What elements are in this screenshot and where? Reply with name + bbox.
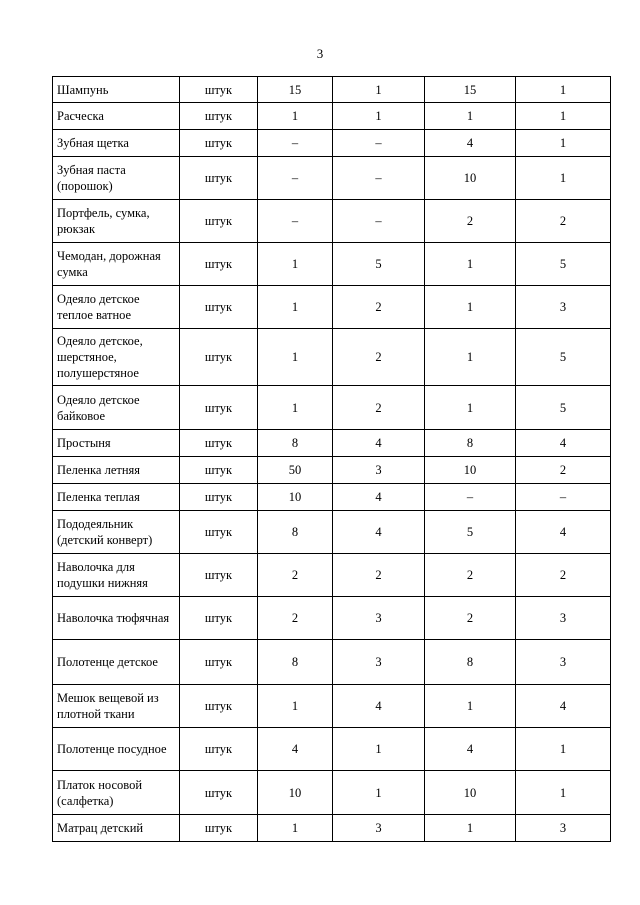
value-cell: 8: [425, 640, 516, 685]
value-cell: –: [333, 157, 425, 200]
table-row: [53, 77, 611, 103]
item-name: Наволочка тюфячная: [53, 597, 180, 640]
value-cell: –: [516, 484, 611, 511]
value-cell: –: [333, 130, 425, 157]
table-row: [53, 511, 611, 554]
value-cell: 4: [516, 685, 611, 728]
value-cell: 4: [425, 728, 516, 771]
value-cell: 4: [333, 430, 425, 457]
item-unit: штук: [180, 511, 258, 554]
item-unit: штук: [180, 386, 258, 430]
item-unit: штук: [180, 157, 258, 200]
item-unit: штук: [180, 685, 258, 728]
item-unit: штук: [180, 286, 258, 329]
item-name: Одеяло детское теплое ватное: [53, 286, 180, 329]
item-unit: штук: [180, 597, 258, 640]
value-cell: 3: [333, 640, 425, 685]
value-cell: 5: [333, 243, 425, 286]
value-cell: 3: [516, 597, 611, 640]
value-cell: 1: [258, 815, 333, 842]
value-cell: 1: [258, 243, 333, 286]
value-cell: 2: [333, 286, 425, 329]
value-cell: 15: [425, 77, 516, 103]
value-cell: 2: [425, 554, 516, 597]
value-cell: 1: [425, 103, 516, 130]
value-cell: –: [425, 484, 516, 511]
item-name: Портфель, сумка, рюкзак: [53, 200, 180, 243]
value-cell: 2: [258, 597, 333, 640]
table-row: [53, 243, 611, 286]
item-unit: штук: [180, 243, 258, 286]
item-name: Матрац детский: [53, 815, 180, 842]
page-number: 3: [316, 46, 324, 61]
item-unit: штук: [180, 728, 258, 771]
table-row: [53, 130, 611, 157]
value-cell: 1: [425, 685, 516, 728]
table-row: [53, 771, 611, 815]
table-row: [53, 728, 611, 771]
item-unit: штук: [180, 430, 258, 457]
item-unit: штук: [180, 103, 258, 130]
item-name: Мешок вещевой из плотной ткани: [53, 685, 180, 728]
table-row: [53, 457, 611, 484]
value-cell: 1: [425, 815, 516, 842]
value-cell: 4: [333, 484, 425, 511]
item-unit: штук: [180, 771, 258, 815]
value-cell: 10: [258, 484, 333, 511]
value-cell: 4: [258, 728, 333, 771]
item-name: Полотенце посудное: [53, 728, 180, 771]
item-unit: штук: [180, 484, 258, 511]
value-cell: 2: [333, 554, 425, 597]
item-name: Одеяло детское байковое: [53, 386, 180, 430]
item-unit: штук: [180, 815, 258, 842]
table-row: [53, 430, 611, 457]
value-cell: 10: [425, 157, 516, 200]
value-cell: 15: [258, 77, 333, 103]
norms-table: [52, 76, 611, 842]
value-cell: 2: [258, 554, 333, 597]
value-cell: 3: [516, 815, 611, 842]
table-row: [53, 597, 611, 640]
value-cell: 2: [333, 329, 425, 386]
value-cell: 1: [516, 130, 611, 157]
value-cell: 5: [425, 511, 516, 554]
value-cell: 50: [258, 457, 333, 484]
value-cell: 1: [258, 286, 333, 329]
item-name: Платок носовой (салфетка): [53, 771, 180, 815]
table-row: [53, 484, 611, 511]
item-name: Зубная паста (порошок): [53, 157, 180, 200]
table-row: [53, 640, 611, 685]
value-cell: 5: [516, 386, 611, 430]
value-cell: 1: [425, 243, 516, 286]
value-cell: 2: [333, 386, 425, 430]
item-unit: штук: [180, 640, 258, 685]
value-cell: 4: [333, 685, 425, 728]
value-cell: 8: [258, 511, 333, 554]
value-cell: 2: [516, 457, 611, 484]
item-unit: штук: [180, 200, 258, 243]
value-cell: 3: [516, 640, 611, 685]
value-cell: 8: [425, 430, 516, 457]
item-name: Пеленка летняя: [53, 457, 180, 484]
table-row: [53, 157, 611, 200]
value-cell: 2: [516, 200, 611, 243]
item-name: Полотенце детское: [53, 640, 180, 685]
value-cell: 1: [516, 103, 611, 130]
value-cell: 5: [516, 243, 611, 286]
value-cell: 4: [516, 430, 611, 457]
value-cell: 10: [425, 771, 516, 815]
item-name: Простыня: [53, 430, 180, 457]
value-cell: 3: [516, 286, 611, 329]
value-cell: 1: [516, 157, 611, 200]
value-cell: 2: [425, 597, 516, 640]
value-cell: 1: [258, 386, 333, 430]
item-name: Пеленка теплая: [53, 484, 180, 511]
item-unit: штук: [180, 329, 258, 386]
value-cell: 1: [516, 771, 611, 815]
value-cell: 1: [258, 103, 333, 130]
table-row: [53, 286, 611, 329]
value-cell: 4: [425, 130, 516, 157]
item-unit: штук: [180, 554, 258, 597]
value-cell: 1: [333, 77, 425, 103]
item-name: Чемодан, дорожная сумка: [53, 243, 180, 286]
value-cell: –: [333, 200, 425, 243]
table-row: [53, 103, 611, 130]
table-row: [53, 554, 611, 597]
value-cell: 8: [258, 430, 333, 457]
value-cell: 10: [258, 771, 333, 815]
item-name: Шампунь: [53, 77, 180, 103]
value-cell: 1: [425, 329, 516, 386]
value-cell: –: [258, 130, 333, 157]
value-cell: 4: [516, 511, 611, 554]
value-cell: 1: [333, 728, 425, 771]
value-cell: 8: [258, 640, 333, 685]
table-row: [53, 386, 611, 430]
value-cell: 1: [516, 728, 611, 771]
item-name: Расческа: [53, 103, 180, 130]
value-cell: 1: [258, 685, 333, 728]
table-row: [53, 815, 611, 842]
value-cell: 1: [258, 329, 333, 386]
table-row: [53, 329, 611, 386]
value-cell: 3: [333, 457, 425, 484]
value-cell: 3: [333, 597, 425, 640]
value-cell: 5: [516, 329, 611, 386]
value-cell: 1: [425, 386, 516, 430]
value-cell: 2: [516, 554, 611, 597]
item-unit: штук: [180, 457, 258, 484]
item-name: Одеяло детское, шерстяное, полушерстяное: [53, 329, 180, 386]
value-cell: 4: [333, 511, 425, 554]
value-cell: 1: [425, 286, 516, 329]
item-unit: штук: [180, 77, 258, 103]
table-row: [53, 200, 611, 243]
value-cell: 3: [333, 815, 425, 842]
item-name: Наволочка для подушки нижняя: [53, 554, 180, 597]
value-cell: 10: [425, 457, 516, 484]
value-cell: 1: [333, 103, 425, 130]
value-cell: 2: [425, 200, 516, 243]
value-cell: –: [258, 157, 333, 200]
item-name: Зубная щетка: [53, 130, 180, 157]
item-unit: штук: [180, 130, 258, 157]
table-row: [53, 685, 611, 728]
value-cell: –: [258, 200, 333, 243]
value-cell: 1: [333, 771, 425, 815]
value-cell: 1: [516, 77, 611, 103]
item-name: Пододеяльник (детский конверт): [53, 511, 180, 554]
